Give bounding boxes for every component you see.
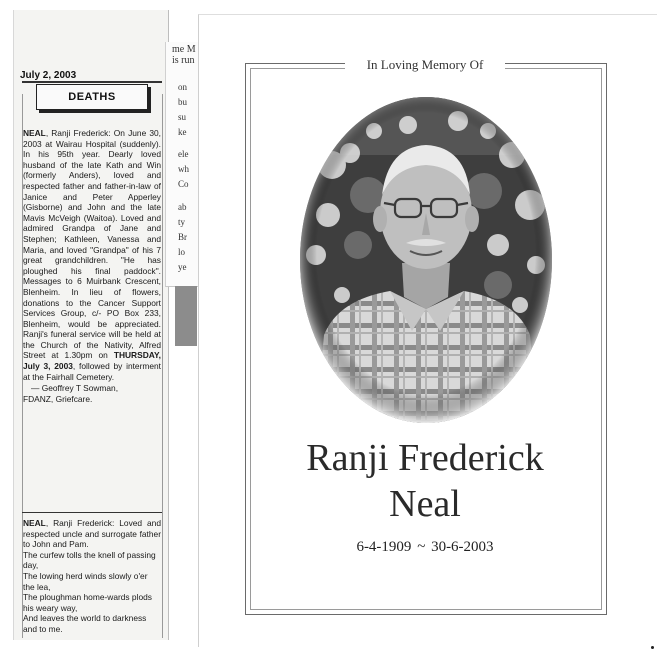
fragment-line-2: is run (172, 55, 195, 66)
notice-1-tail: , followed by interment at the Fairhall Cemetery. (23, 361, 162, 382)
notice-separator (22, 512, 162, 513)
fragment-word: on (178, 82, 187, 92)
clipping-top-rule (22, 81, 162, 83)
notice-1-signoff-2: FDANZ, Griefcare. (23, 393, 93, 404)
fragment-word: Br (178, 232, 187, 242)
newspaper-clipping (14, 10, 168, 640)
fragment-word: ele (178, 149, 189, 159)
notice-2-body: , Ranji Frederick: Loved and respected uncle and surrogate father to John and Pam. (23, 518, 161, 550)
column-rule-right (162, 94, 163, 638)
death-notice-2 (23, 518, 161, 635)
fragment-word: ty (178, 217, 186, 227)
fragment-word: ke (178, 127, 187, 137)
clipping-date: July 2, 2003 (20, 70, 77, 81)
poem-line-4: And leaves the world to darkness and to me. (23, 613, 147, 634)
deceased-surname: Neal (389, 483, 461, 525)
fragment-word: wh (178, 164, 189, 174)
fragment-word: ab (178, 202, 187, 212)
notice-2-surname: NEAL (23, 518, 46, 528)
notice-1-surname: NEAL (23, 128, 46, 138)
deceased-first-names: Ranji Frederick (306, 437, 544, 479)
deceased-name (247, 435, 603, 527)
death-notice-1 (23, 128, 161, 404)
notice-1-body: , Ranji Frederick: On June 30, 2003 at Wairau Hospital (suddenly). In his 95th year. Dearly loved husband of the late Kath and Win (formerly Anders), loved and respected father and father-in-law of Janice and Peter Apperley (Gisborne) and John and the late Mavis McVeigh (Waitoa). Loved and admired Grandpa of Jane and Stephen; Kathleen, Vanessa and Maria, and loved "Grandpa" of his 7 great grandchildren. "He has ploughed his final paddock". Messages to 6 Muirbank Crescent, Blenheim. In lieu of flowers, donations to the Cancer Support Services Group, c/- PO Box 233, Blenheim, would be appreciated. Ranji's funeral service will be held at the Church of the Nativity, Alfred Street at 1.30pm on (23, 128, 161, 361)
notice-1-emphasis: THURSDAY, July 3, 2003 (23, 350, 161, 372)
fragment-shadow (175, 286, 197, 346)
poem-line-3: The ploughman home-wards plods his weary way, (23, 592, 152, 613)
notice-1-signoff-1: — Geoffrey T Sowman, (31, 383, 119, 394)
poem-line-1: The curfew tolls the knell of passing day, (23, 549, 156, 571)
fragment-word: su (178, 112, 187, 122)
scan-speck (651, 646, 654, 649)
date-separator: ~ (417, 539, 426, 555)
poem-line-2: The lowing herd winds slowly o'er the lea, (23, 570, 148, 592)
birth-date: 6-4-1909 (356, 539, 412, 555)
death-date: 30-6-2003 (431, 539, 494, 555)
portrait-photo (298, 95, 554, 425)
deaths-heading: DEATHS (36, 84, 148, 110)
fragment-word: bu (178, 97, 187, 107)
life-dates (247, 539, 603, 556)
fragment-word: ye (178, 262, 187, 272)
fragment-line-1: me M (172, 44, 196, 55)
in-loving-memory-header: In Loving Memory Of (345, 57, 505, 73)
fragment-word: Co (178, 179, 189, 189)
fragment-word: lo (178, 247, 186, 257)
memorial-card (198, 14, 657, 647)
